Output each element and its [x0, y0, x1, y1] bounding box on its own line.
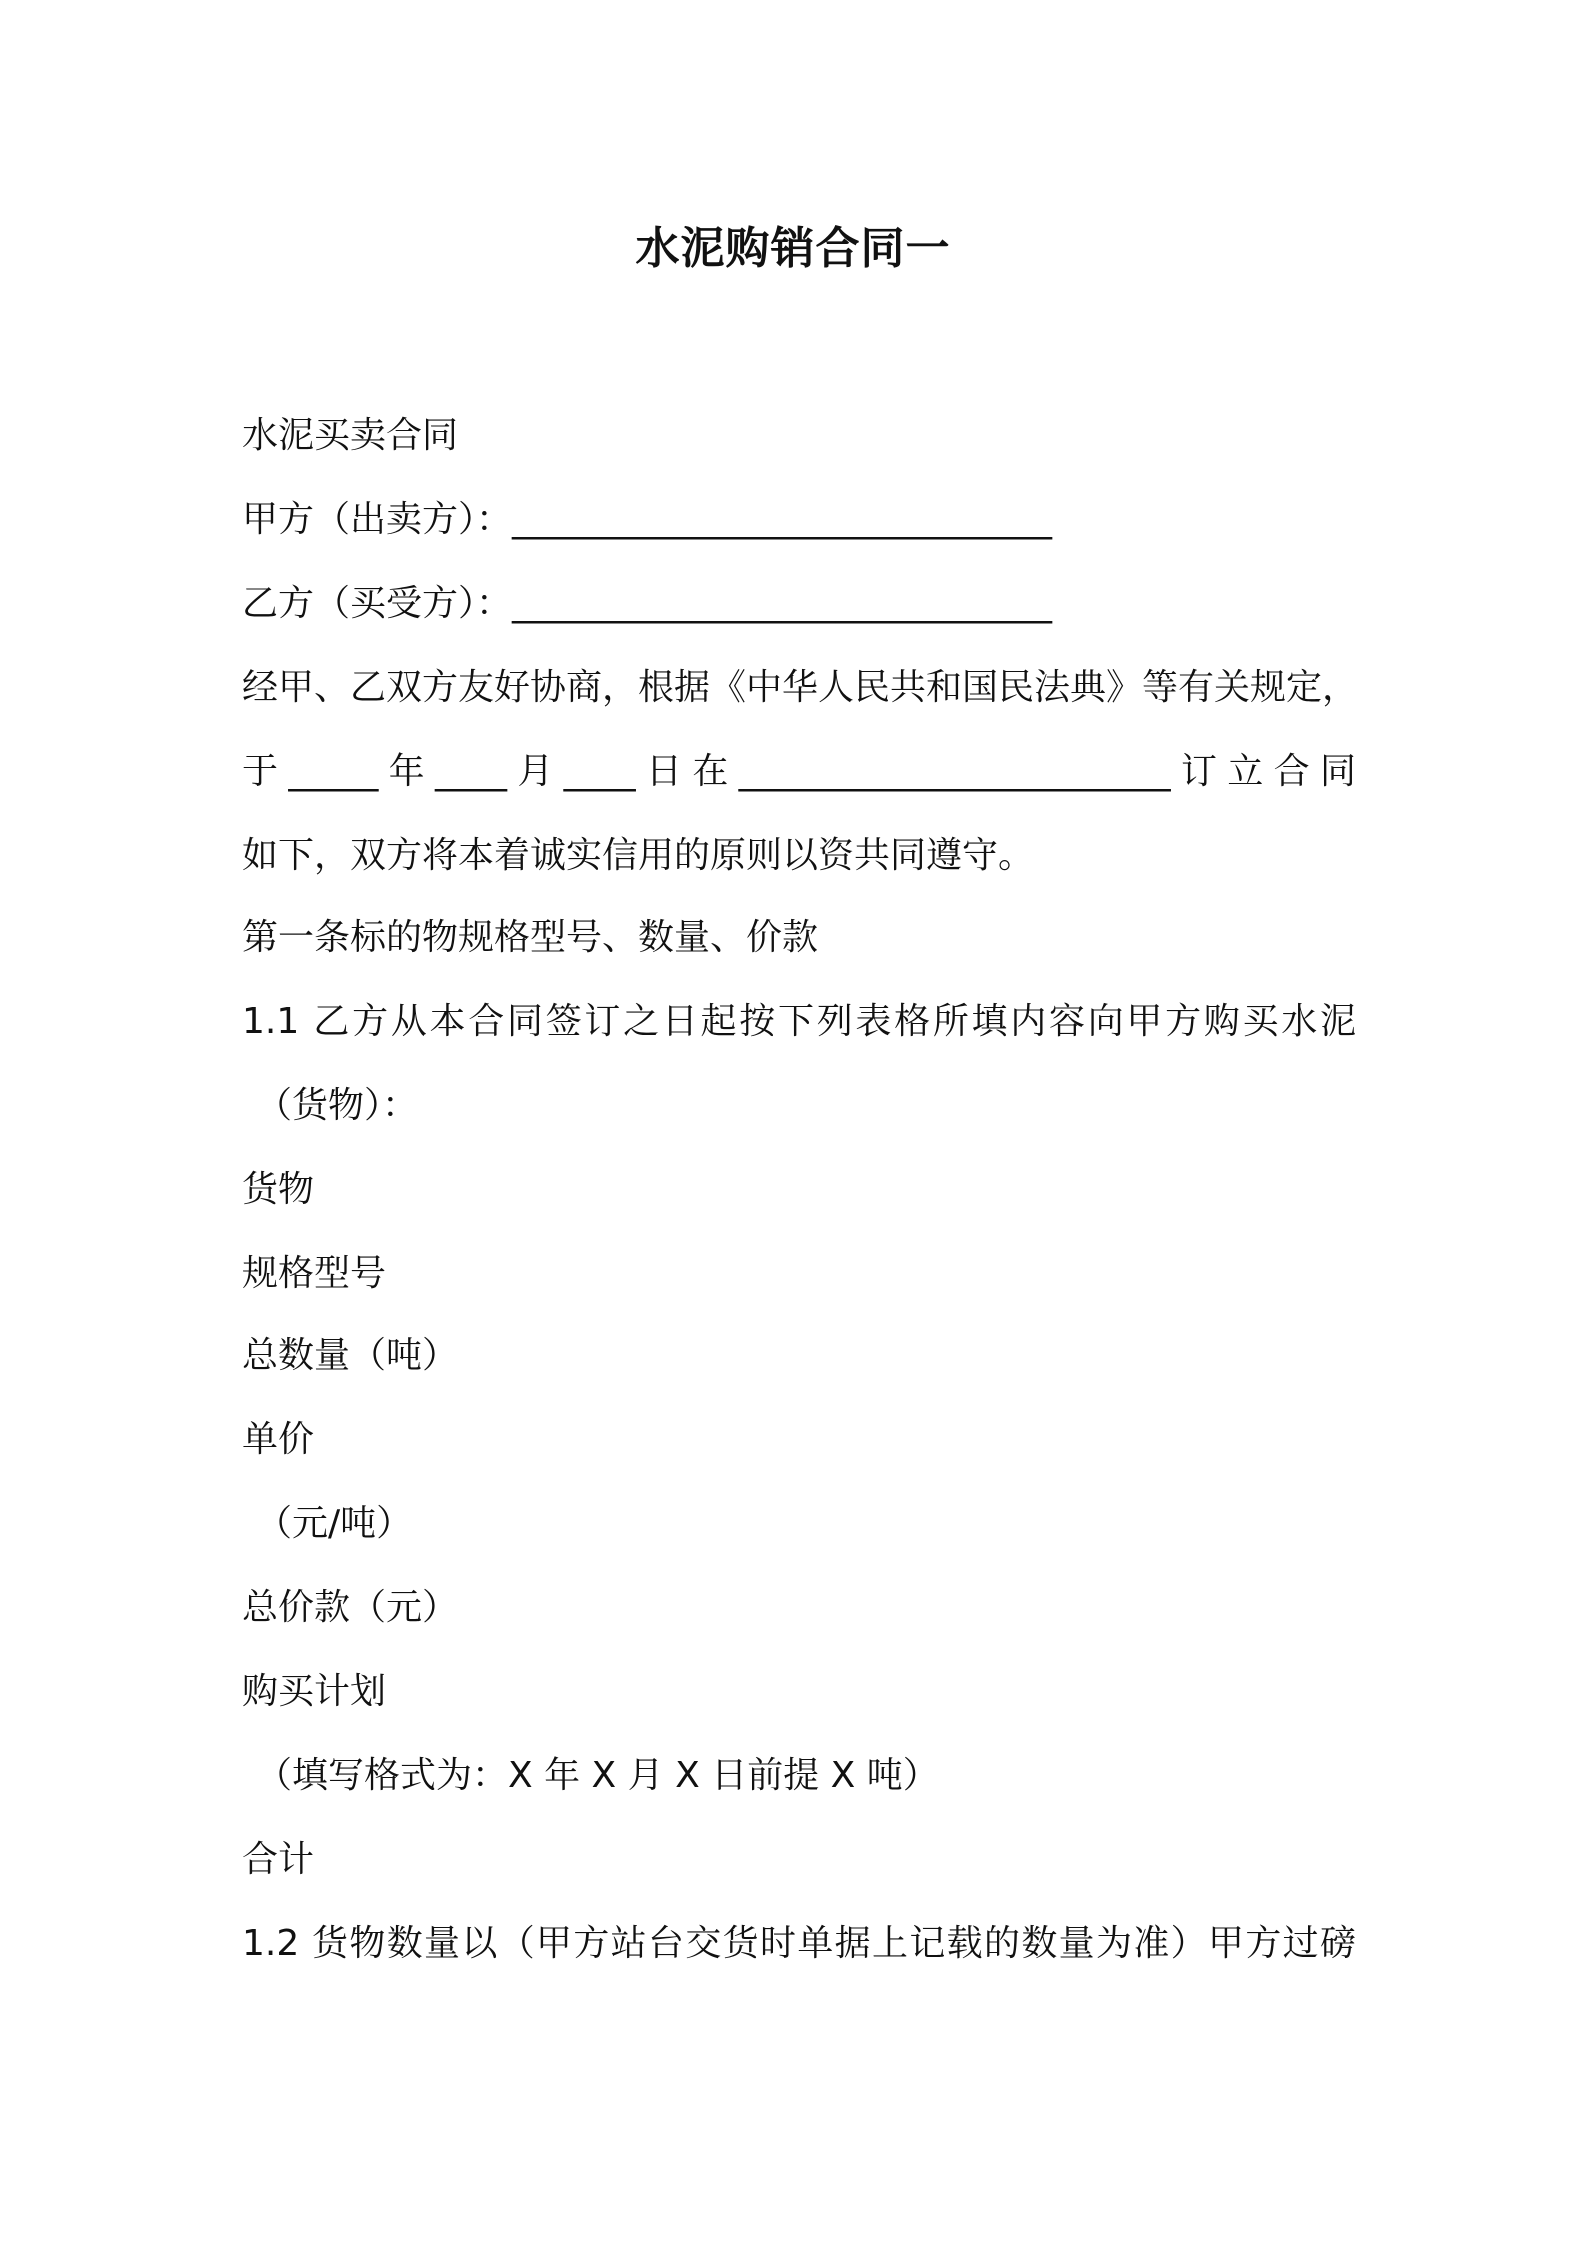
table-field-total-price: 总价款（元） — [242, 1587, 459, 1628]
party-b-line: 乙方（买受方）：______________________________ — [242, 583, 1053, 624]
document-title: 水泥购销合同一 — [635, 223, 951, 274]
clause-line: 1.2 货物数量以（甲方站台交货时单据上记载的数量为准）甲方过磅 — [242, 1923, 1356, 1964]
table-field-spec: 规格型号 — [242, 1253, 387, 1294]
paragraph-line: 经甲、乙双方友好协商，根据《中华人民共和国民法典》等有关规定， — [242, 667, 1359, 708]
table-field-unit-price-unit: （元/吨） — [256, 1503, 413, 1544]
table-field-unit-price: 单价 — [242, 1419, 315, 1460]
table-field-quantity: 总数量（吨） — [242, 1335, 459, 1376]
table-field-total: 合计 — [242, 1839, 315, 1880]
table-field-plan-format: （填写格式为：X 年 X 月 X 日前提 X 吨） — [256, 1755, 939, 1796]
table-field-goods: 货物 — [242, 1169, 315, 1210]
clause-line: 1.1 乙方从本合同签订之日起按下列表格所填内容向甲方购买水泥 — [242, 1001, 1356, 1042]
table-field-purchase-plan: 购买计划 — [242, 1671, 387, 1712]
clause-line: （货物）： — [256, 1085, 419, 1126]
paragraph-line: 于_____年____月____日在________________________订立合同 — [242, 751, 1356, 792]
paragraph-line: 如下，双方将本着诚实信用的原则以资共同遵守。 — [242, 835, 1035, 876]
contract-subtitle: 水泥买卖合同 — [242, 415, 459, 456]
section-heading: 第一条标的物规格型号、数量、价款 — [242, 917, 819, 958]
party-a-line: 甲方（出卖方）：______________________________ — [242, 499, 1053, 540]
